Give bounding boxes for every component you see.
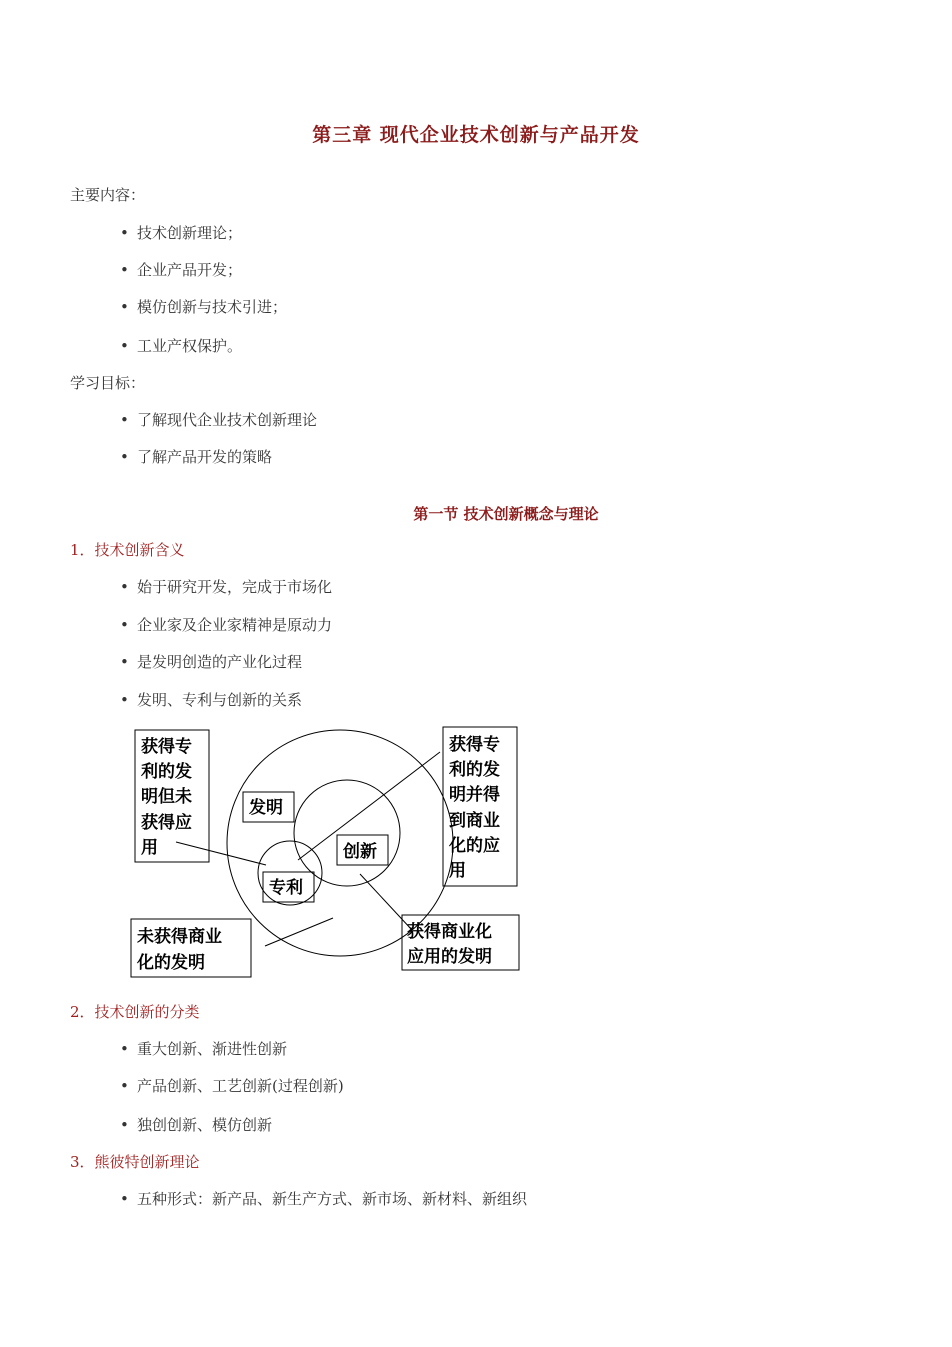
innovation-circle [294,780,400,886]
svg-text:发明: 发明 [249,798,283,818]
list-item: • 企业产品开发； [120,261,243,279]
list-item: • 产品创新、工艺创新(过程创新) [120,1077,344,1095]
list-item: • 独创创新、模仿创新 [120,1116,273,1134]
svg-text:创新: 创新 [343,842,377,862]
list-item: • 企业家及企业家精神是原动力 [120,616,333,634]
svg-text:获得应: 获得应 [141,813,192,833]
svg-text:用: 用 [449,861,466,881]
svg-text:明但未: 明但未 [141,787,192,807]
svg-text:获得商业化: 获得商业化 [407,922,492,942]
svg-text:未获得商业: 未获得商业 [137,927,222,947]
list-item: • 是发明创造的产业化过程 [120,653,303,671]
section-heading-3: 3．熊彼特创新理论 [70,1153,200,1171]
chapter-title: 第三章 现代企业技术创新与产品开发 [312,124,640,146]
svg-text:到商业: 到商业 [449,811,500,831]
list-item: • 重大创新、渐进性创新 [120,1040,288,1058]
svg-text:应用的发明: 应用的发明 [407,947,492,967]
svg-text:获得专: 获得专 [141,737,192,757]
section-heading-2: 2．技术创新的分类 [70,1003,200,1021]
svg-text:获得专: 获得专 [449,735,500,755]
svg-text:专利: 专利 [269,878,303,898]
svg-text:化的发明: 化的发明 [137,953,205,973]
svg-text:利的发: 利的发 [449,760,500,780]
list-item: • 技术创新理论； [120,224,243,242]
list-item: • 了解产品开发的策略 [120,448,273,466]
svg-text:明并得: 明并得 [449,785,500,805]
list-item: • 五种形式：新产品、新生产方式、新市场、新材料、新组织 [120,1190,528,1208]
list-item: • 工业产权保护。 [120,337,243,355]
main-content-label: 主要内容： [70,186,146,204]
list-item: • 始于研究开发，完成于市场化 [120,578,333,596]
list-item: • 模仿创新与技术引进； [120,298,288,316]
list-item: • 了解现代企业技术创新理论 [120,411,318,429]
svg-text:化的应: 化的应 [449,836,500,856]
svg-text:利的发: 利的发 [141,762,192,782]
section-heading-1: 1．技术创新含义 [70,541,185,559]
section-title: 第一节 技术创新概念与理论 [413,505,599,523]
objectives-label: 学习目标： [70,374,146,392]
svg-text:用: 用 [141,838,158,858]
list-item: • 发明、专利与创新的关系 [120,691,303,709]
